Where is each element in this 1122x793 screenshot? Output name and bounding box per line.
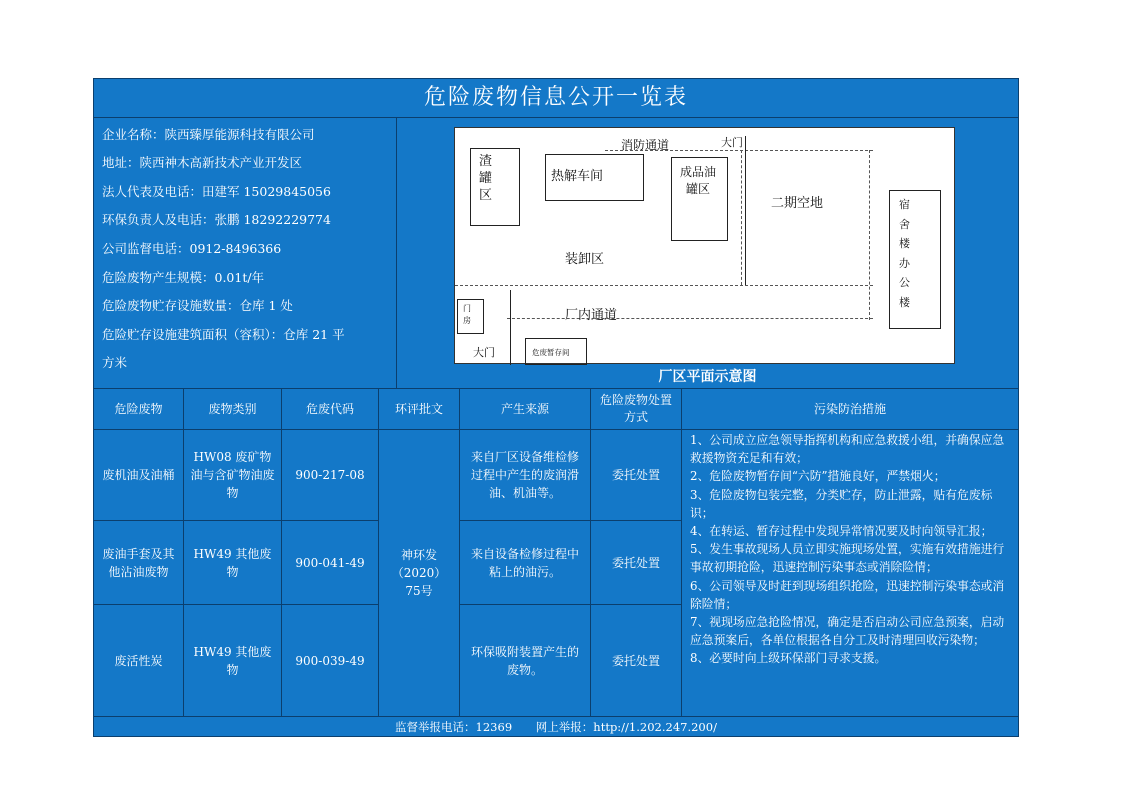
legal-rep: 法人代表及电话：田建军 15029845056 <box>102 184 331 199</box>
pollution-measures <box>684 431 1016 716</box>
measure-item: 1、公司成立应急领导指挥机构和应急救援小组，并确保应急救援物资充足和有效； <box>690 433 1005 466</box>
plan-caption: 厂区平面示意图 <box>658 369 757 385</box>
row1-category: HW08 废矿物油与含矿物油废物 <box>190 450 275 500</box>
env-manager: 环保负责人及电话：张鹏 18292229774 <box>102 212 331 227</box>
row1-code: 900-217-08 <box>295 468 365 482</box>
row1-source: 来自厂区设备维检修过程中产生的废润滑油、机油等。 <box>470 450 579 500</box>
phase-two-label: 二期空地 <box>771 195 824 210</box>
office-building <box>889 190 941 329</box>
row3-disposal: 委托处置 <box>611 653 660 668</box>
header-waste: 危险废物 <box>114 401 163 416</box>
waste-scale: 危险废物产生规模：0.01t/年 <box>102 270 265 285</box>
fire-channel-line <box>605 150 873 151</box>
east-boundary-line <box>869 150 870 320</box>
storage-label: 危废暂存间 <box>532 348 570 357</box>
company-address: 地址：陕西神木高新技术产业开发区 <box>102 155 303 170</box>
slag-tank-label: 渣 罐 区 <box>479 153 493 202</box>
measure-item: 4、在转运、暂存过程中发现异常情况要及时向领导汇报； <box>690 524 993 539</box>
plan-section <box>397 118 1018 388</box>
phase-two-boundary <box>745 136 746 286</box>
row2-disposal: 委托处置 <box>611 555 660 570</box>
product-oil-label: 成品油 罐区 <box>680 165 717 196</box>
measure-item: 3、危险废物包装完整，分类贮存，防止泄露，贴有危废标识； <box>690 487 993 520</box>
storage-area-unit: 方米 <box>102 355 128 370</box>
guard-room-label: 门 房 <box>463 304 471 325</box>
pyrolysis-label: 热解车间 <box>551 168 604 183</box>
loading-south-line <box>455 285 873 286</box>
eia-approval: 神环发（2020）75号 <box>391 548 447 598</box>
measure-item: 6、公司领导及时赶到现场组织抢险，迅速控制污染事态或消除险情； <box>690 578 1005 611</box>
row1-waste: 废机油及油桶 <box>102 468 175 482</box>
row2-source: 来自设备检修过程中粘上的油污。 <box>470 546 579 579</box>
measure-item: 2、危险废物暂存间“六防”措施良好，严禁烟火； <box>690 469 946 484</box>
row2-waste: 废油手套及其他沾油废物 <box>102 546 175 579</box>
online-report[interactable]: 网上举报：http://1.202.247.200/ <box>535 720 717 734</box>
fire-channel-label: 消防通道 <box>621 138 670 152</box>
gate-bottom-label: 大门 <box>473 347 495 359</box>
slag-tank-area <box>470 148 520 226</box>
site-plan <box>454 127 955 364</box>
row2-category: HW49 其他废物 <box>193 546 272 579</box>
header-category: 废物类别 <box>208 401 257 416</box>
tank-divider-line <box>741 150 742 285</box>
gate-post <box>510 290 511 365</box>
measure-item: 8、必要时向上级环保部门寻求支援。 <box>690 651 887 666</box>
supervision-phone: 公司监督电话：0912-8496366 <box>102 241 282 256</box>
header-source: 产生来源 <box>500 401 549 416</box>
row2-code: 900-041-49 <box>295 555 365 570</box>
measure-item: 7、视现场应急抢险情况，确定是否启动公司应急预案，启动应急预案后，各单位根据各自分工及时清理回收污染物； <box>690 615 1005 648</box>
report-hotline: 监督举报电话：12369 <box>395 720 513 734</box>
company-name: 企业名称：陕西臻厚能源科技有限公司 <box>102 127 315 142</box>
loading-area-label: 装卸区 <box>565 251 605 266</box>
header-measures: 污染防治措施 <box>813 401 886 416</box>
gate-top-label: 大门 <box>721 137 743 149</box>
row3-waste: 废活性炭 <box>114 653 163 668</box>
row1-disposal: 委托处置 <box>611 468 660 482</box>
header-disposal: 危险废物处置方式 <box>599 393 672 424</box>
col-divider <box>681 388 682 716</box>
footer <box>94 717 1018 737</box>
row3-category: HW49 其他废物 <box>193 644 272 677</box>
road-label: 厂内通道 <box>565 307 618 322</box>
disclosure-board <box>93 78 1019 737</box>
road-line <box>507 318 873 319</box>
header-eia: 环评批文 <box>394 401 443 416</box>
company-info <box>94 118 397 388</box>
page-title: 危险废物信息公开一览表 <box>94 79 1018 118</box>
storage-count: 危险废物贮存设施数量：仓库 1 处 <box>102 298 293 313</box>
office-label: 宿 舍 楼 办 公 楼 <box>899 199 910 309</box>
header-code: 危废代码 <box>305 401 354 416</box>
row3-code: 900-039-49 <box>295 653 365 668</box>
storage-area: 危险贮存设施建筑面积（容积）：仓库 21 平 <box>102 327 345 342</box>
measure-item: 5、发生事故现场人员立即实施现场处置，实施有效措施进行事故初期抢险，迅速控制污染事态或消除险情； <box>690 542 1005 575</box>
row3-source: 环保吸附装置产生的废物。 <box>470 644 579 677</box>
